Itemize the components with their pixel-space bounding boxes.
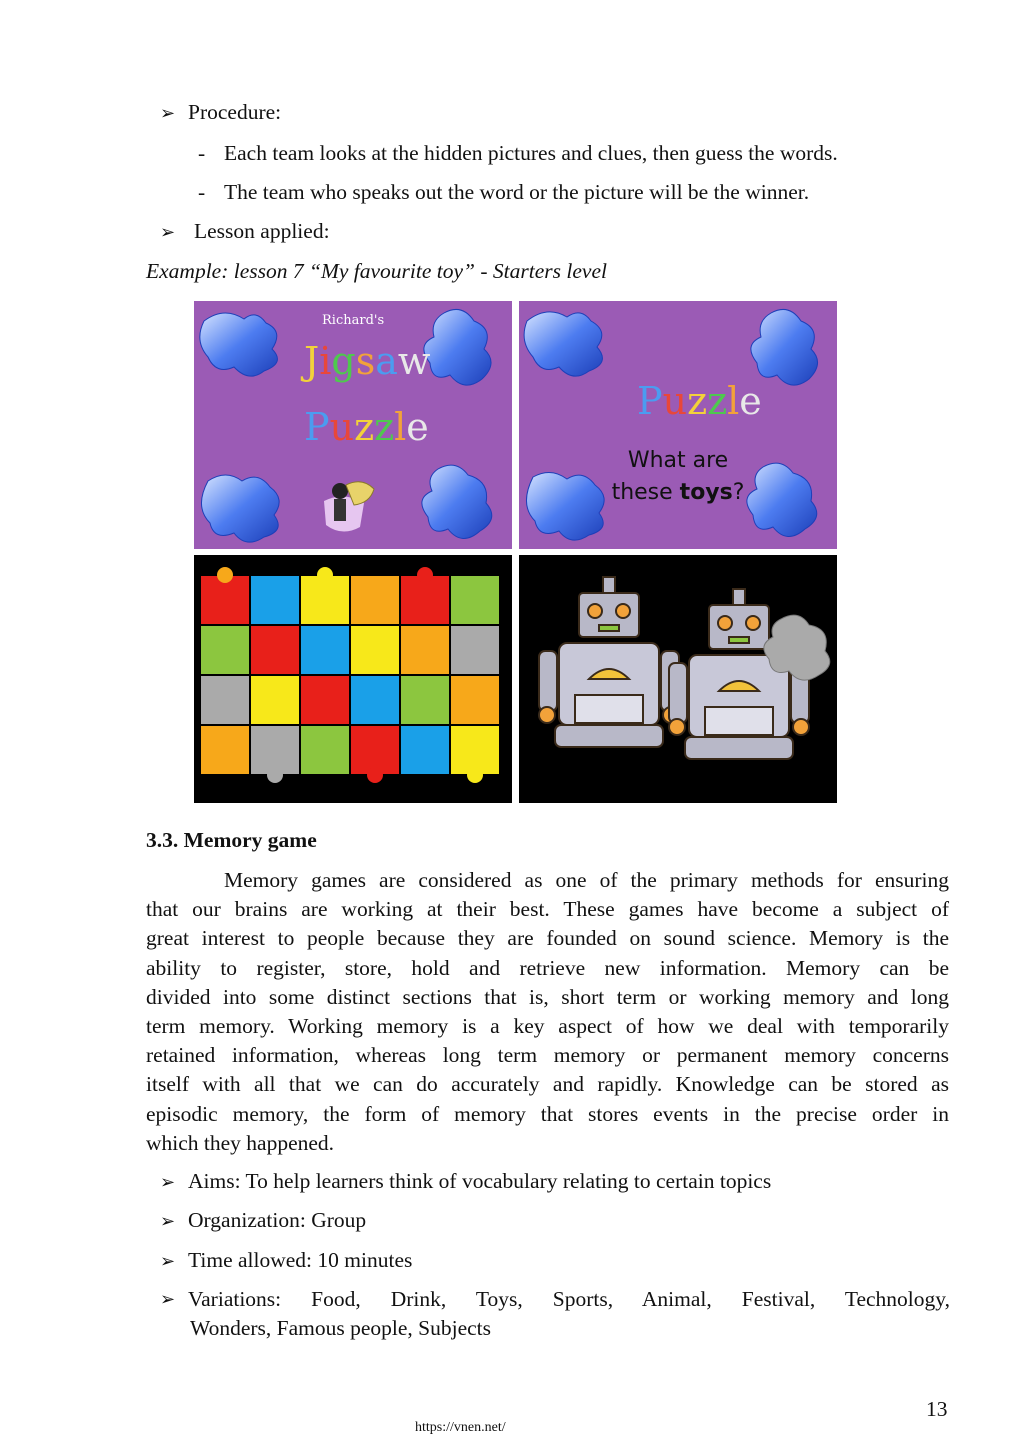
robot-toys-icon bbox=[519, 555, 837, 803]
bullet-organization: ➢ Organization: Group bbox=[160, 1206, 366, 1236]
jigsaw-grid-icon bbox=[194, 555, 512, 803]
bullet-aims: ➢ Aims: To help learners think of vocabulary relating to certain topics bbox=[160, 1167, 771, 1197]
lesson-applied-heading: ➢ Lesson applied: bbox=[160, 217, 330, 247]
slide-question bbox=[519, 301, 837, 549]
section-heading: 3.3. Memory game bbox=[146, 828, 317, 852]
slide-question-text: What are these toys? bbox=[611, 448, 745, 505]
footer-url[interactable]: https://vnen.net/ bbox=[415, 1420, 506, 1435]
puzzle-pieces-icon bbox=[519, 301, 837, 549]
procedure-heading: ➢ Procedure: bbox=[160, 98, 281, 128]
slide-puzzle-grid bbox=[194, 555, 512, 803]
example-line: Example: lesson 7 “My favourite toy” - Starters level bbox=[146, 259, 607, 283]
slide-robots bbox=[519, 555, 837, 803]
slide-title-jigsaw: Jigsaw bbox=[304, 339, 431, 383]
section-paragraph: Memory games are considered as one of the primary methods for ensuring that our brains are working at their best. These games have become a subject of great interest to people because they are founded on sound science. Memory is the ability to register, store, hold and retrieve new information. Memory can be divided into some distinct sections that is, short term or working memory and long term memory. Working memory is a key aspect of how we deal with temporarily retained information, whereas long term memory or permanent memory concerns itself with all that we can do accurately and rapidly. Knowledge can be stored as episodic memory, the form of memory that stores events in the precise order in which they happened. bbox=[146, 868, 949, 1155]
arrow-bullet-icon: ➢ bbox=[160, 1251, 176, 1271]
arrow-bullet-icon: ➢ bbox=[160, 1172, 176, 1192]
arrow-bullet-icon: ➢ bbox=[160, 1289, 176, 1309]
bullet-time: ➢ Time allowed: 10 minutes bbox=[160, 1246, 412, 1276]
bullet-variations: ➢ Variations: Food, Drink, Toys, Sports, Animal, Festival, Technology, Wonders, Famous people, Subjects bbox=[160, 1287, 950, 1340]
arrow-bullet-icon: ➢ bbox=[160, 222, 176, 242]
page-number: 13 bbox=[926, 1397, 948, 1421]
procedure-step: - Each team looks at the hidden pictures and clues, then guess the words. bbox=[198, 141, 838, 165]
procedure-step: - The team who speaks out the word or the picture will be the winner. bbox=[198, 180, 810, 204]
slide-subtitle: Richard's bbox=[322, 313, 385, 328]
slide-title-puzzle: Puzzle bbox=[637, 379, 762, 423]
slide-jigsaw-title bbox=[194, 301, 512, 549]
arrow-bullet-icon: ➢ bbox=[160, 1211, 176, 1231]
slide-title-puzzle: Puzzle bbox=[304, 405, 429, 449]
arrow-bullet-icon: ➢ bbox=[160, 103, 176, 123]
